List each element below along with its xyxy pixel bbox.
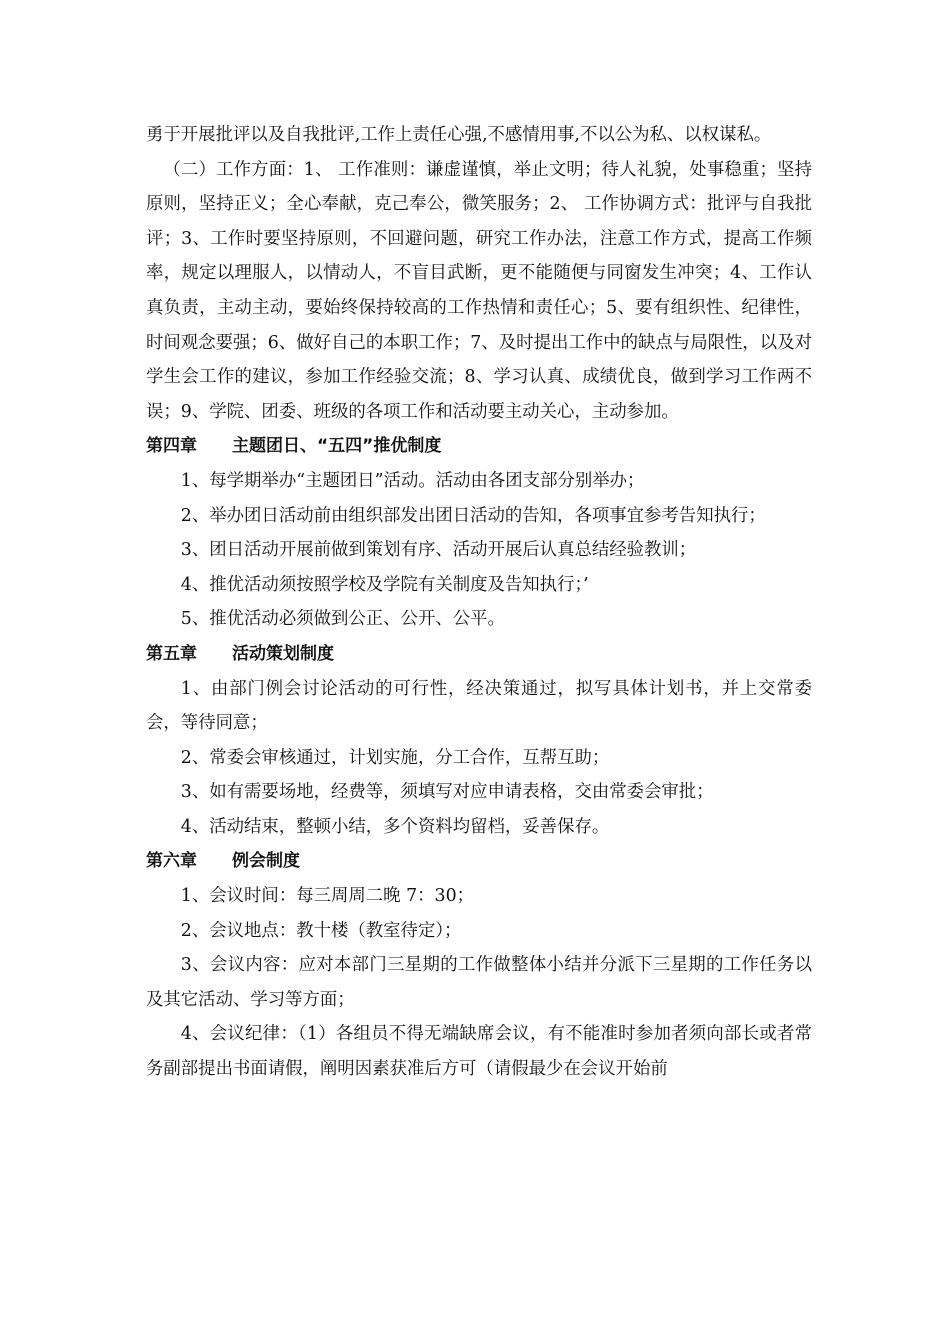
chapter-4-item: 4、推优活动须按照学校及学院有关制度及告知执行；’ xyxy=(180,574,589,595)
chapter-6-title: 例会制度 xyxy=(232,851,300,872)
chapter-4-item: 1、每学期举办“主题团日”活动。活动由各团支部分别举办； xyxy=(180,470,645,491)
chapter-6-item: 3、会议内容：应对本部门三星期的工作做整体小结并分派下三星期的工作任务以及其它活动、学习等方面； xyxy=(146,955,812,1010)
chapter-6-item: 1、会议时间：每三周周二晚 7：30； xyxy=(180,886,475,907)
chapter-5-item: 3、如有需要场地，经费等，须填写对应申请表格，交由常委会审批； xyxy=(180,782,714,803)
chapter-4-heading xyxy=(146,429,812,464)
chapter-4-title: 主题团日、“五四”推优制度 xyxy=(232,436,442,457)
chapter-6-item: 2、会议地点：教十楼（教室待定）； xyxy=(180,920,462,941)
chapter-6-heading xyxy=(146,844,812,879)
chapter-4-item: 3、团日活动开展前做到策划有序、活动开展后认真总结经验教训； xyxy=(180,540,697,561)
chapter-4-item: 5、推优活动必须做到公正、公开、公平。 xyxy=(180,609,505,630)
chapter-4-item: 2、举办团日活动前由组织部发出团日活动的告知，各项事宜参考告知执行； xyxy=(180,505,766,526)
chapter-4-number: 第四章 xyxy=(146,436,197,457)
paragraph-work-aspects: （二）工作方面：1、 工作准则：谦虚谨慎，举止文明；待人礼貌，处事稳重；坚持原则，坚持正义；全心奉献，克己奉公，微笑服务；2、 工作协调方式：批评与自我批评；3、工作时要坚持原则，不回避问题，研究工作办法，注意工作方式，提高工作频率，规定以理服人，以情动人，不盲目武断，更不能随便与同窗发生冲突；4、工作认真负责，主动主动，要始终保持较高的工作热情和责任心；5、要有组织性、纪律性，时间观念要强；6、做好自己的本职工作；7、及时提出工作中的缺点与局限性，以及对学生会工作的建议，参加工作经验交流；8、学习认真、成绩优良，做到学习工作两不误；9、学院、团委、班级的各项工作和活动要主动关心，主动参加。 xyxy=(146,159,812,422)
chapter-6-number: 第六章 xyxy=(146,851,197,872)
paragraph-continuation: 勇于开展批评以及自我批评,工作上责任心强,不感情用事,不以公为私、以权谋私。 xyxy=(146,125,772,145)
chapter-5-title: 活动策划制度 xyxy=(232,643,334,664)
chapter-5-item: 4、活动结束，整顿小结，多个资料均留档，妥善保存。 xyxy=(180,816,610,837)
chapter-5-number: 第五章 xyxy=(146,643,197,664)
chapter-5-heading xyxy=(146,637,812,672)
chapter-5-item: 2、常委会审核通过，计划实施，分工合作，互帮互助； xyxy=(180,747,610,768)
chapter-6-item: 4、会议纪律：（1）各组员不得无端缺席会议，有不能准时参加者须向部长或者常务副部提出书面请假，阐明因素获准后方可（请假最少在会议开始前 xyxy=(146,1024,812,1080)
document-body xyxy=(146,118,812,1087)
chapter-5-item: 1、由部门例会讨论活动的可行性，经决策通过，拟写具体计划书，并上交常委会，等待同意； xyxy=(146,678,812,734)
